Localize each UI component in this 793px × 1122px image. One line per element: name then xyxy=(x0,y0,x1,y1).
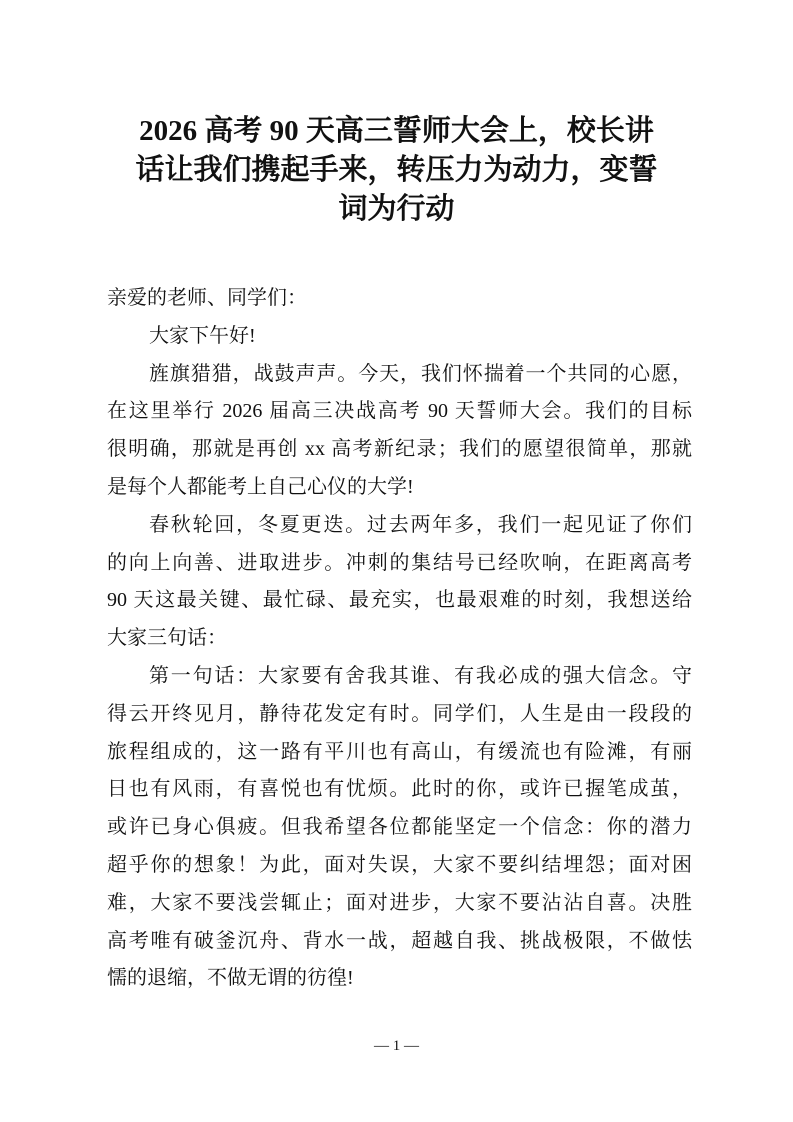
title-line: 词为行动 xyxy=(338,193,455,225)
paragraph-line: 在这里举行 2026 届高三决战高考 90 天誓师大会。我们的目标 xyxy=(107,400,692,423)
paragraph-line: 春秋轮回，冬夏更迭。过去两年多，我们一起见证了你们 xyxy=(149,513,692,536)
paragraph-line: 亲爱的老师、同学们： xyxy=(107,287,307,309)
paragraph-line: 很明确，那就是再创 xx 高考新纪录；我们的愿望很简单，那就 xyxy=(107,438,692,461)
paragraph-line: 的向上向善、进取进步。冲刺的集结号已经吹响，在距离高考 xyxy=(107,551,692,574)
paragraph-line: 超乎你的想象！为此，面对失误，大家不要纠结埋怨；面对困 xyxy=(107,853,692,876)
paragraph-line: 第一句话：大家要有舍我其谁、有我必成的强大信念。守 xyxy=(149,664,692,687)
paragraph-line: 大家下午好! xyxy=(149,324,256,347)
paragraph-line: 高考唯有破釜沉舟、背水一战，超越自我、挑战极限，不做怯 xyxy=(107,929,692,952)
paragraph xyxy=(107,356,692,507)
paragraph-line: 或许已身心俱疲。但我希望各位都能坚定一个信念：你的潜力 xyxy=(107,816,692,839)
paragraph-line: 90 天这最关键、最忙碌、最充实，也最艰难的时刻，我想送给 xyxy=(107,589,692,612)
document-body xyxy=(107,280,692,998)
paragraph-line: 旅程组成的，这一路有平川也有高山，有缓流也有险滩，有丽 xyxy=(107,740,692,763)
paragraph xyxy=(107,658,692,998)
title-line: 话让我们携起手来，转压力为动力，变誓 xyxy=(135,154,658,186)
paragraph xyxy=(107,280,692,318)
paragraph xyxy=(107,318,692,356)
page-number: — 1 — xyxy=(374,1038,419,1054)
paragraph-line: 难，大家不要浅尝辄止；面对进步，大家不要沾沾自喜。决胜 xyxy=(107,891,692,914)
paragraph-line: 得云开终见月，静待花发定有时。同学们，人生是由一段段的 xyxy=(107,702,692,725)
title-line: 2026 高考 90 天高三誓师大会上，校长讲 xyxy=(139,115,654,147)
paragraph-line: 大家三句话： xyxy=(107,627,227,650)
paragraph-line: 是每个人都能考上自己心仪的大学! xyxy=(107,475,414,498)
paragraph-line: 懦的退缩，不做无谓的彷徨! xyxy=(107,967,354,990)
paragraph xyxy=(107,507,692,658)
paragraph-line: 日也有风雨，有喜悦也有忧烦。此时的你，或许已握笔成茧， xyxy=(107,778,692,801)
paragraph-line: 旌旗猎猎，战鼓声声。今天，我们怀揣着一个共同的心愿， xyxy=(149,362,692,385)
document-title xyxy=(100,112,693,229)
